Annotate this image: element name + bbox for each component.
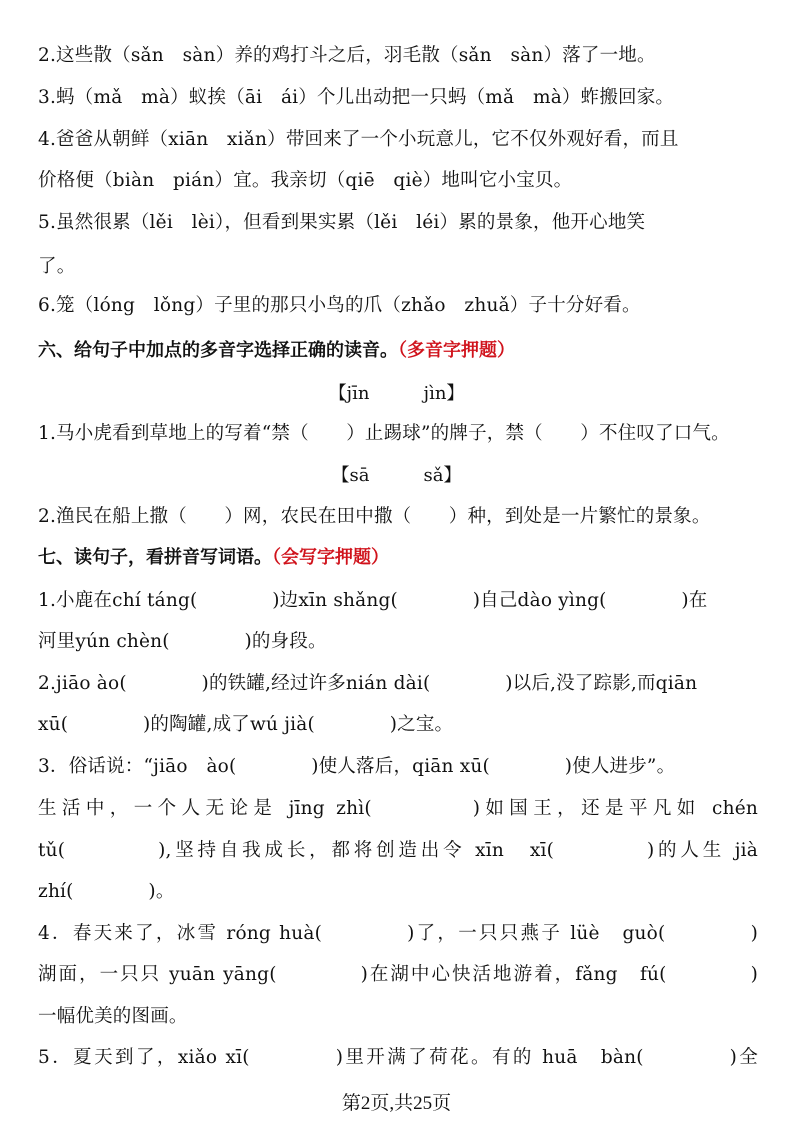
s5-question-3: 3.蚂（mǎ mà）蚁挨（āi ái）个儿出动把一只蚂（mǎ mà）蚱搬回家。	[38, 87, 675, 108]
s5-question-4-line2: 价格便（biàn pián）宜。我亲切（qiē qiè）地叫它小宝贝。	[38, 170, 573, 191]
s5-question-4-line1: 4.爸爸从朝鲜（xiān xiǎn）带回来了一个小玩意儿，它不仅外观好看，而且	[38, 129, 679, 150]
s6-options-2: 【sā sǎ】	[331, 465, 462, 486]
section6-title: 六、给句子中加点的多音字选择正确的读音。	[38, 340, 398, 361]
s7-question-2-line2: xū( )的陶罐,成了wú jià( )之宝。	[38, 714, 454, 735]
s7-question-3-line3: tǔ( ),坚持自我成长，都将创造出令 xīn xī( )的人生 jià	[38, 840, 758, 861]
s7-question-1-line2: 河里yún chèn( )的身段。	[38, 631, 327, 652]
page-number: 第2页,共25页	[341, 1093, 452, 1114]
s7-question-3-line2: 生活中，一个人无论是 jīng zhì( )如国王，还是平凡如 chén	[38, 798, 758, 819]
s7-question-2-line1: 2.jiāo ào( )的铁罐,经过许多nián dài( )以后,没了踪影,而qiān	[38, 673, 698, 694]
s6-options-1: 【jīn jìn】	[328, 383, 465, 404]
s5-question-6: 6.笼（lóng lǒng）子里的那只小鸟的爪（zhǎo zhuǎ）子十分好看。	[38, 295, 641, 316]
s7-question-1-line1: 1.小鹿在chí táng( )边xīn shǎng( )自己dào yìng( )在	[38, 590, 708, 611]
s7-question-3-line4: zhí( )。	[38, 881, 175, 902]
section7-heading	[38, 545, 758, 571]
section7-title: 七、读句子，看拼音写词语。	[38, 547, 272, 568]
section7-tag: （会写字押题）	[272, 547, 389, 568]
s5-question-2: 2.这些散（sǎn sàn）养的鸡打斗之后，羽毛散（sǎn sàn）落了一地。	[38, 45, 656, 66]
s7-question-3-line1: 3．俗话说：“jiāo ào( )使人落后，qiān xū( )使人进步”。	[38, 756, 676, 777]
s7-question-4-line1: 4．春天来了，冰雪 róng huà( )了，一只只燕子 lüè guò( )	[38, 923, 758, 944]
s6-question-1: 1.马小虎看到草地上的写着“禁（ ）止踢球”的牌子，禁（ ）不住叹了口气。	[38, 423, 730, 444]
section6-heading	[38, 338, 758, 364]
s5-question-5-line1: 5.虽然很累（lěi lèi），但看到果实累（lěi léi）累的景象，他开心地笑	[38, 212, 646, 233]
section6-tag: （多音字押题）	[398, 340, 515, 361]
s7-question-5-line1: 5．夏天到了，xiǎo xī( )里开满了荷花。有的 huā bàn( )全	[38, 1047, 758, 1068]
s6-question-2: 2.渔民在船上撒（ ）网，农民在田中撒（ ）种，到处是一片繁忙的景象。	[38, 506, 711, 527]
s5-question-5-line2: 了。	[38, 256, 76, 277]
s7-question-4-line2: 湖面，一只只 yuān yāng( )在湖中心快活地游着，fǎng fú( )	[38, 964, 758, 985]
s7-question-4-line3: 一幅优美的图画。	[38, 1006, 188, 1027]
